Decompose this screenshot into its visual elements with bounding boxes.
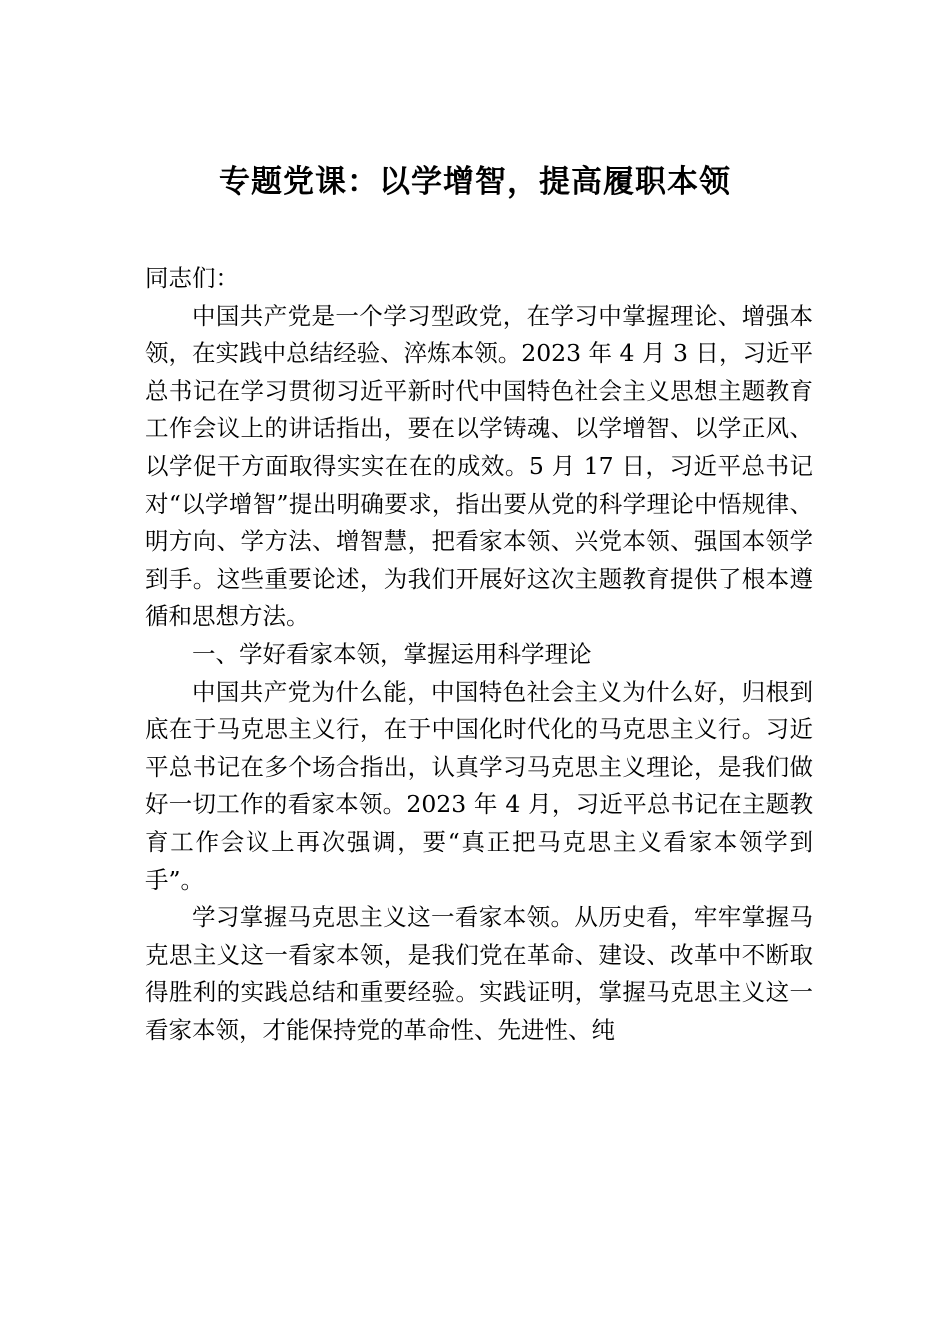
paragraph-intro: 中国共产党是一个学习型政党，在学习中掌握理论、增强本领，在实践中总结经验、淬炼本领。2023 年 4 月 3 日，习近平总书记在学习贯彻习近平新时代中国特色社会主义思想主题教育工作会议上的讲话指出，要在以学铸魂、以学增智、以学正风、以学促干方面取得实实在在的成效。5 月 17 日，习近平总书记对“以学增智”提出明确要求，指出要从党的科学理论中悟规律、明方向、学方法、增智慧，把看家本领、兴党本领、强国本领学到手。这些重要论述，为我们开展好这次主题教育提供了根本遵循和思想方法。 [145, 301, 813, 631]
document-title: 专题党课：以学增智，提高履职本领 [219, 164, 731, 200]
paragraph-section-1-a: 中国共产党为什么能，中国特色社会主义为什么好，归根到底在于马克思主义行，在于中国化时代化的马克思主义行。习近平总书记在多个场合指出，认真学习马克思主义理论，是我们做好一切工作的看家本领。2023 年 4 月，习近平总书记在主题教育工作会议上再次强调，要“真正把马克思主义看家本领学到手”。 [145, 677, 813, 894]
document-body [145, 260, 813, 1049]
paragraph-section-1-b: 学习掌握马克思主义这一看家本领。从历史看，牢牢掌握马克思主义这一看家本领，是我们党在革命、建设、改革中不断取得胜利的实践总结和重要经验。实践证明，掌握马克思主义这一看家本领，才能保持党的革命性、先进性、纯 [145, 903, 813, 1044]
section-heading-1: 一、学好看家本领，掌握运用科学理论 [192, 639, 592, 668]
salutation: 同志们： [145, 264, 239, 292]
